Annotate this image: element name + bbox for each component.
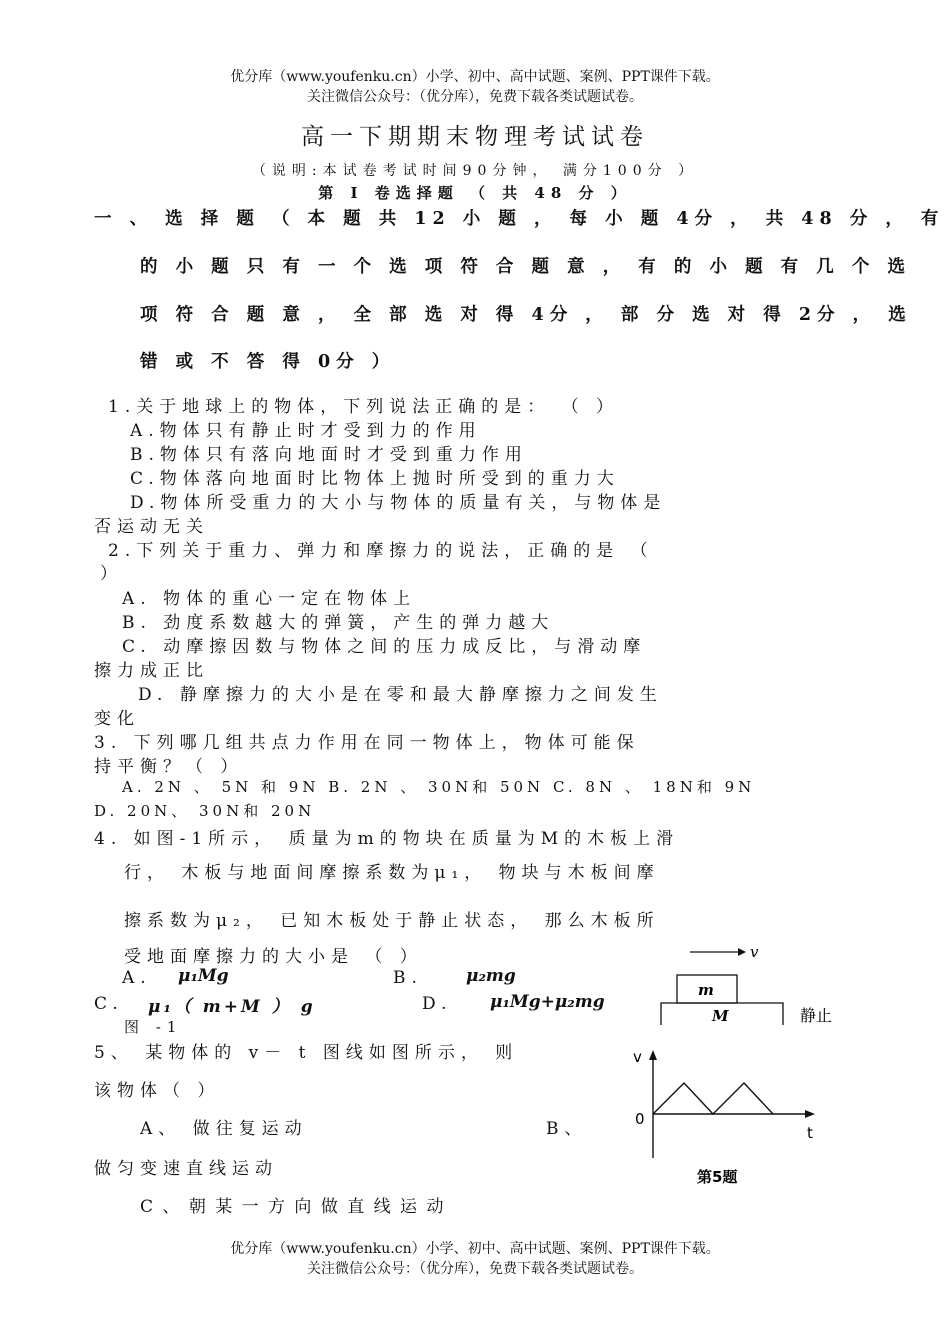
q3-options-line2: D. 20N、 30N和 20N (94, 802, 316, 820)
page-title: 高一下期期末物理考试试卷 (301, 124, 649, 150)
q2-option-c-line2: 擦力成正比 (94, 661, 209, 681)
v-axis-label: v (633, 1048, 642, 1066)
exam-note: （说明:本试卷考试时间90分钟， 满分100分 ） (251, 163, 699, 179)
q2-stem-line2: ） (100, 564, 123, 584)
q1-option-d-line2: 否运动无关 (94, 517, 209, 537)
q5-option-b: 做匀变速直线运动 (94, 1159, 278, 1179)
q2-option-d-line2: 变化 (94, 709, 140, 729)
q4-option-d-label: D. (422, 994, 453, 1014)
board-M-label: M (712, 1007, 729, 1025)
section-heading-line-4: 错 或 不 答 得 0分 ） (140, 352, 396, 372)
q1-option-d-line1: D.物体所受重力的大小与物体的质量有关，与物体是 (130, 493, 667, 513)
q5-option-c: C 、 朝 某 一 方 向 做 直 线 运 动 (140, 1197, 446, 1217)
q4-figure (650, 935, 850, 1030)
header-line-2: 关注微信公众号：（优分库），免费下载各类试题试卷。 (307, 89, 643, 105)
q4-stem-line1: 4. 如图-1所示， 质量为m的物块在质量为M的木板上滑 (94, 829, 680, 849)
q2-option-a: A. 物体的重心一定在物体上 (122, 589, 417, 609)
footer-line-1: 优分库（www.youfenku.cn）小学、初中、高中试题、案例、PPT课件下载。 (230, 1241, 720, 1257)
section-heading-line-2: 的 小 题 只 有 一 个 选 项 符 合 题 意 ， 有 的 小 题 有 几 个 选 (140, 257, 911, 277)
q5-stem-line1: 5、 某物体的 v－ t 图线如图所示， 则 (94, 1043, 519, 1063)
q4-figure-caption: 图 -1 (124, 1018, 183, 1036)
q4-option-b: μ₂mg (466, 966, 516, 986)
q2-option-d-line1: D. 静摩擦力的大小是在零和最大静摩擦力之间发生 (138, 685, 663, 705)
section-heading-line-1: 一 、 选 择 题 （ 本 题 共 12 小 题 ， 每 小 题 4分 ， 共 48 分 ， 有 (94, 209, 945, 229)
q4-option-a: μ₁Mg (178, 966, 229, 986)
q3-stem-line1: 3. 下列哪几组共点力作用在同一物体上，物体可能保 (94, 733, 640, 753)
q4-stem-line3: 擦系数为μ₂， 已知木板处于静止状态， 那么木板所 (124, 911, 660, 931)
q2-stem-line1: 2.下列关于重力、弹力和摩擦力的说法，正确的是 （ (108, 541, 654, 561)
q2-option-b: B. 劲度系数越大的弹簧，产生的弹力越大 (122, 613, 555, 633)
q1-option-a: A.物体只有静止时才受到力的作用 (130, 421, 482, 441)
t-axis-arrow (805, 1110, 815, 1118)
velocity-label: v (750, 943, 759, 961)
q4-stem-line4: 受地面摩擦力的大小是 （ ） (124, 947, 423, 967)
q4-option-d: μ₁Mg+μ₂mg (490, 992, 605, 1012)
q1-stem: 1.关于地球上的物体，下列说法正确的是： （ ） (108, 397, 620, 417)
q1-option-b: B.物体只有落向地面时才受到重力作用 (130, 445, 528, 465)
q4-stem-line2: 行， 木板与地面间摩擦系数为μ₁， 物块与木板间摩 (124, 863, 660, 883)
section-heading-line-3: 项 符 合 题 意 ， 全 部 选 对 得 4分 ， 部 分 选 对 得 2分 ， 选 (140, 305, 912, 325)
q3-options-line1: A. 2N 、 5N 和 9N B. 2N 、 30N和 50N C. 8N 、 18N和 9N (122, 778, 756, 796)
q2-option-c-line1: C. 动摩擦因数与物体之间的压力成反比，与滑动摩 (122, 637, 647, 657)
origin-label: 0 (635, 1110, 645, 1128)
q5-stem-line2: 该物体（ ） (94, 1081, 221, 1101)
q1-option-c: C.物体落向地面时比物体上抛时所受到的重力大 (130, 469, 620, 489)
vt-curve (653, 1083, 773, 1114)
v-axis-arrow (649, 1050, 657, 1060)
part-one-heading: 第 Ⅰ 卷选择题 （ 共 48 分 ） (318, 184, 632, 202)
q4-option-b-label: B. (393, 968, 423, 988)
q4-option-a-label: A. (122, 968, 152, 988)
header-line-1: 优分库（www.youfenku.cn）小学、初中、高中试题、案例、PPT课件下载。 (230, 69, 720, 85)
still-label: 静止 (800, 1006, 833, 1025)
q4-option-c: μ₁（ m+M ） g (148, 997, 316, 1017)
q5-option-b-label: B、 (546, 1119, 588, 1139)
block-m-label: m (698, 981, 714, 999)
velocity-arrowhead (738, 948, 746, 956)
q5-vt-graph (625, 1040, 825, 1190)
q4-option-c-label: C. (94, 994, 124, 1014)
graph-caption: 第5题 (697, 1168, 738, 1186)
q3-stem-line2: 持平衡？（ ） (94, 757, 244, 777)
t-axis-label: t (807, 1124, 813, 1142)
footer-line-2: 关注微信公众号：（优分库），免费下载各类试题试卷。 (307, 1261, 643, 1277)
q5-option-a: A、 做往复运动 (140, 1119, 308, 1139)
